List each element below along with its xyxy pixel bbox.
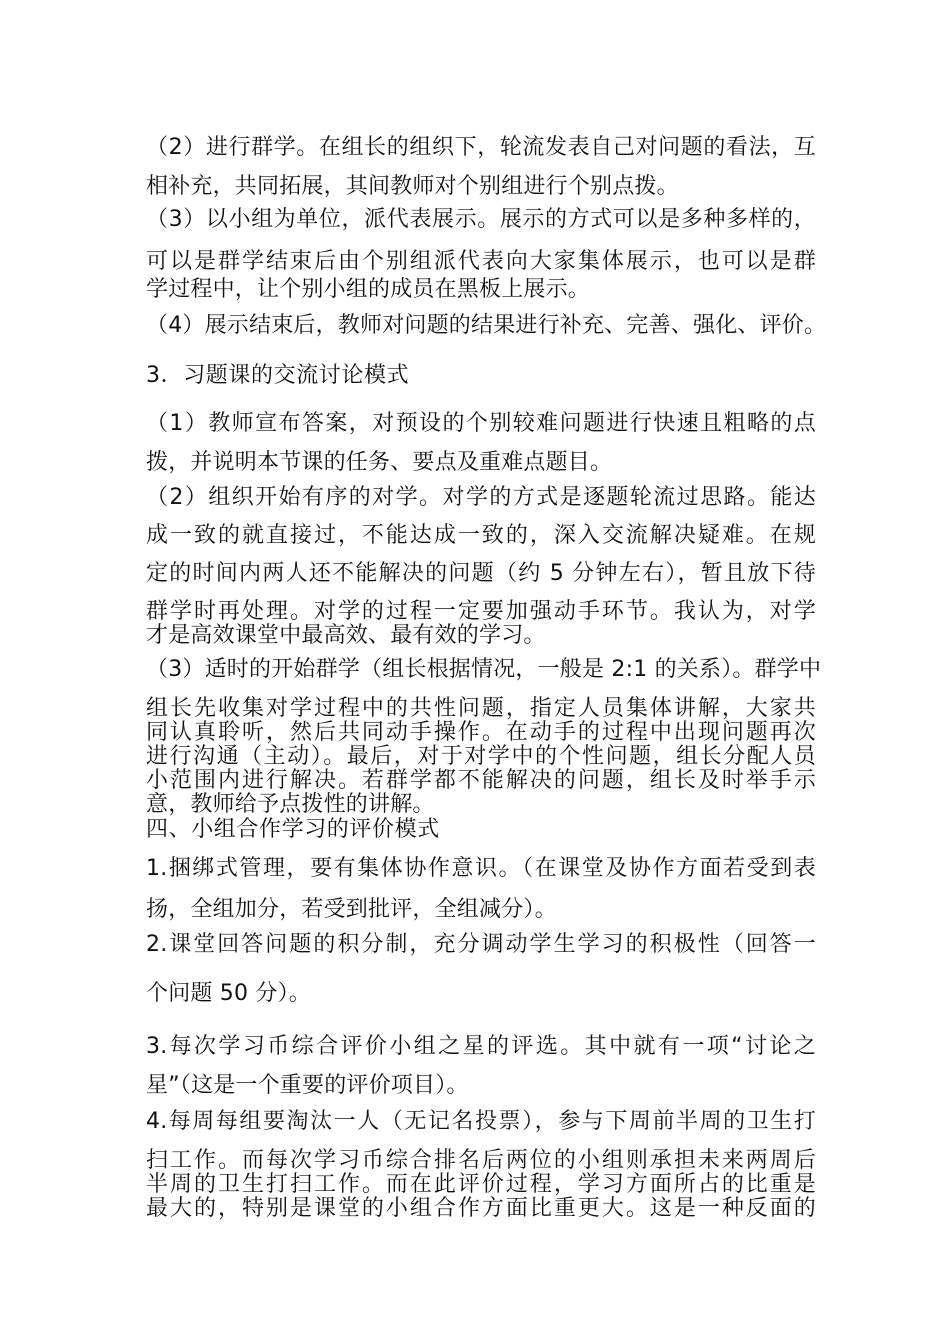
- paragraph-line: （4）展示结束后，教师对问题的结果进行补充、完善、强化、评价。: [146, 313, 827, 338]
- paragraph-line: 意，教师给予点拨性的讲解。: [146, 792, 435, 817]
- paragraph-line: 1.捆绑式管理，要有集体协作意识。（在课堂及协作方面若受到表: [146, 856, 816, 881]
- paragraph-line: 个问题 50 分）。: [146, 981, 311, 1006]
- paragraph-line: 学过程中，让个别小组的成员在黑板上展示。: [146, 277, 591, 302]
- paragraph-line: （2）组织开始有序的对学。对学的方式是逐题轮流过思路。能达: [146, 485, 816, 510]
- paragraph-line: 4.每周每组要淘汰一人（无记名投票），参与下周前半周的卫生打: [146, 1109, 816, 1134]
- paragraph-line: 进行沟通（主动）。最后，对于对学中的个性问题，组长分配人员: [146, 744, 816, 769]
- paragraph-line: （3）以小组为单位，派代表展示。展示的方式可以是多种多样的，: [146, 207, 816, 232]
- paragraph-line: 星”（这是一个重要的评价项目）。: [146, 1073, 469, 1098]
- paragraph-line: 扬，全组加分，若受到批评，全组减分）。: [146, 897, 557, 922]
- paragraph-line: 成一致的就直接过，不能达成一致的，深入交流解决疑难。在规: [146, 523, 816, 548]
- paragraph-line: 可以是群学结束后由个别组派代表向大家集体展示，也可以是群: [146, 249, 816, 274]
- paragraph-line: 2.课堂回答问题的积分制，充分调动学生学习的积极性（回答一: [146, 932, 816, 957]
- paragraph-line: （2）进行群学。在组长的组织下，轮流发表自己对问题的看法，互: [146, 135, 816, 160]
- paragraph-line: 扫工作。而每次学习币综合排名后两位的小组则承担未来两周后: [146, 1148, 816, 1173]
- paragraph-line: 半周的卫生打扫工作。而在此评价过程，学习方面所占的比重是: [146, 1172, 816, 1197]
- paragraph-line: 小范围内进行解决。若群学都不能解决的问题，组长及时举手示: [146, 768, 816, 793]
- paragraph-line: （3）适时的开始群学（组长根据情况，一般是 2:1 的关系）。群学中: [146, 657, 822, 682]
- paragraph-line: 定的时间内两人还不能解决的问题（约 5 分钟左右），暂且放下待: [146, 561, 816, 586]
- paragraph-line: 群学时再处理。对学的过程一定要加强动手环节。我认为，对学: [146, 599, 816, 624]
- section-heading: 四、小组合作学习的评价模式: [146, 817, 440, 842]
- paragraph-line: 3.每次学习币综合评价小组之星的评选。其中就有一项“讨论之: [146, 1034, 816, 1059]
- paragraph-line: 相补充，共同拓展，其间教师对个别组进行个别点拨。: [146, 174, 679, 199]
- paragraph-line: 才是高效课堂中最高效、最有效的学习。: [146, 623, 546, 648]
- section-heading: 3．习题课的交流讨论模式: [146, 363, 410, 388]
- paragraph-line: 同认真聆听，然后共同动手操作。在动手的过程中出现问题再次: [146, 720, 816, 745]
- paragraph-line: 拨，并说明本节课的任务、要点及重难点题目。: [146, 450, 613, 475]
- paragraph-line: 最大的，特别是课堂的小组合作方面比重更大。这是一种反面的: [146, 1196, 816, 1221]
- paragraph-line: 组长先收集对学过程中的共性问题，指定人员集体讲解，大家共: [146, 696, 816, 721]
- paragraph-line: （1）教师宣布答案，对预设的个别较难问题进行快速且粗略的点: [146, 411, 816, 436]
